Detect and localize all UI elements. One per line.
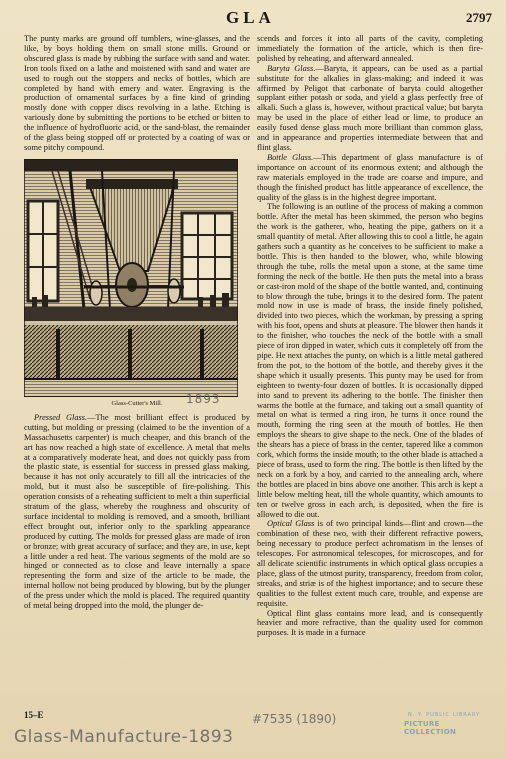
baryta-glass-text: —Baryta, it appears, can be used as a partial substitute for the alkalies in glass-making; and indeed it was affirmed by Peligot that carbonate of baryta could altogether supplant either potash or soda, and yield a glass perfectly free of alkali. Such a glass is, however, without practical value; but baryta may be used in the place of either lead or lime, to produce an easily fused dense glass much more brilliant than common glass, and in appearance and properties intermediate between that and flint glass. xyxy=(257,63,483,152)
stamp-line-2: PICTURE COLLECTION xyxy=(404,720,457,736)
bottle-glass-text: —This department of glass manufacture is of importance on account of its enormous extent; and although the raw materials employed in the trade are coarse and impure, and though the finished product has little appearance of excellence, the quality of the glass is in the highest degree important. xyxy=(257,152,483,202)
pressed-glass-text: —The most brilliant effect is produced by cutting, but molding or pressing (claimed to be the invention of a Massachusetts carpenter) is much cheaper, and this branch of the art has now reached a high state of excellence. A metal that melts at a comparatively moderate heat, and does not quickly pass from the plastic state, is essential for success in pressed glass making, because it has not only accurately to fill all the intricacies of the mold, but it must also be susceptible of fire-polishing. This operation consists of a reheating sufficient to melt a thin superficial stratum of the glass, whereby the roughness and obscurity of surface incidental to molding is removed, and a smooth, brilliant effect brought out, inferior only to the sparkling appearance produced by cutting. The molds for pressed glass are made of iron or bronze; with great accuracy of surface; and they are, in use, kept a little under a red heat. The various segments of the mold are so hinged or connected as to close and leave internally a space representing the form and size of the article to be made, the internal hollow not being produced by blowing, but by the plunger of the press under which the mold is placed. The required quantity of metal being dropped into the mold, the plunger de- xyxy=(24,412,250,611)
paragraph-continued: scends and forces it into all parts of the cavity, completing immediately the formation of the article, which is then fire-polished by reheating, and afterward annealed. xyxy=(257,34,483,63)
paragraph-pressed-glass xyxy=(24,413,250,611)
glass-cutters-mill-engraving xyxy=(24,159,238,397)
paragraph-bottle-process: The following is an outline of the process of making a common bottle. After the metal has been skimmed, the person who begins the work is the gatherer, who, heating the pipe, gathers on it a small quantity of metal. After allowing this to cool a little, he again gathers such a quantity as he conceives to be sufficient to make a bottle. This is then handed to the blower, who, while blowing through the tube, rolls the metal upon a stone, at the same time forming the neck of the bottle. He then puts the metal into a brass or cast-iron mold of the shape of the bottle wanted, and, continuing to blow through the tube, brings it to the desired form. The patent mold now in use is made of brass, the inside finely polished, divided into two pieces, which the workman, by pressing a spring with his foot, opens and shuts at pleasure. The blower then hands it to the finisher, who touches the neck of the bottle with a small piece of iron dipped in water, which cuts it completely off from the pipe. He next attaches the punty, on which is a little metal gathered from the pot, to the bottom of the bottle, and thereby gives it the shape which it usually presents. This punty may be used for from eighteen to twenty-four dozen of bottles. It is occasionally dipped into sand to prevent its adhering to the bottle. The finisher then warms the bottle at the furnace, and taking out a small quantity of metal on what is termed a ring iron, he turns it once round the mouth, forming the ring seen at the mouth of bottles. He then employs the shears to give shape to the neck. One of the blades of the shears has a piece of brass in the center, tapered like a common cork, which forms the inside mouth; to the other blade is attached a piece of brass, used to form the ring. The bottle is then lifted by the neck on a fork by a boy, and carried to the annealing arch, where the bottles are placed in bins above one another. This arch is kept a little below melting heat, till the whole quantity, which amounts to ten or twelve gross in each arch, is deposited, when the fire is allowed to die out. xyxy=(257,202,483,519)
paragraph-optical-glass xyxy=(257,519,483,608)
handwritten-subject-label: Glass-Manufacture-1893 xyxy=(14,727,234,747)
baryta-glass-heading: Baryta Glass. xyxy=(267,63,316,73)
figure-caption xyxy=(24,391,250,409)
running-head-word: GLA xyxy=(226,8,275,27)
printer-signature: 15–E xyxy=(24,710,44,720)
paragraph-optical-flint: Optical flint glass contains more lead, and is consequently heavier and more refractive, than the quality used for common purposes. It is made in a furnace xyxy=(257,608,483,638)
library-stamp xyxy=(398,710,492,738)
pressed-glass-heading: Pressed Glass. xyxy=(34,412,88,422)
handwritten-year: 1893 xyxy=(186,391,221,406)
running-head xyxy=(0,6,506,30)
right-column xyxy=(257,34,483,699)
paragraph-baryta-glass xyxy=(257,64,483,153)
optical-glass-text: is of two principal kinds—flint and crown—the combination of these two, with their different refractive powers, being necessary to produce perfect achromatism in the lenses of telescopes. For astronomical telescopes, for microscopes, and for all delicate scientific instruments in which optical glass occupies a place, glass of the utmost purity, transparency, freedom from color, streaks, and striæ is of the highest importance; and to secure these qualities to the fullest extent much care, trouble, and expense are requisite. xyxy=(257,519,483,608)
stamp-line-1: N. Y. PUBLIC LIBRARY xyxy=(408,712,481,718)
paragraph-punty-marks: The punty marks are ground off tumblers, wine-glasses, and the like, by boys holding them on small stone mills. Ground or obscured glass is made by rubbing the surface with sand and water. Iron tools fixed on a lathe and moistened with sand and water are used to rough out the stoppers and necks of bottles, which are completed by hand with emery and water. Engraving is the production of ornamental surfaces by a fine kind of grinding mostly done with copper discs revolving in a lathe. Etching is variously done by submitting the portions to be etched or bitten to the influence of hydrofluoric acid, or the sand-blast, the remainder of the glass being stopped off or protected by a coating of wax or some pitchy compound. xyxy=(24,34,250,152)
bottle-glass-heading: Bottle Glass. xyxy=(267,152,314,162)
figure-caption-text: Glass-Cutter's Mill. xyxy=(111,399,163,407)
left-column xyxy=(24,34,250,689)
handwritten-catalog-number: #7535 (1890) xyxy=(252,712,337,726)
page-number: 2797 xyxy=(466,10,492,25)
optical-glass-heading: Optical Glass xyxy=(267,519,315,529)
paragraph-bottle-glass xyxy=(257,153,483,203)
